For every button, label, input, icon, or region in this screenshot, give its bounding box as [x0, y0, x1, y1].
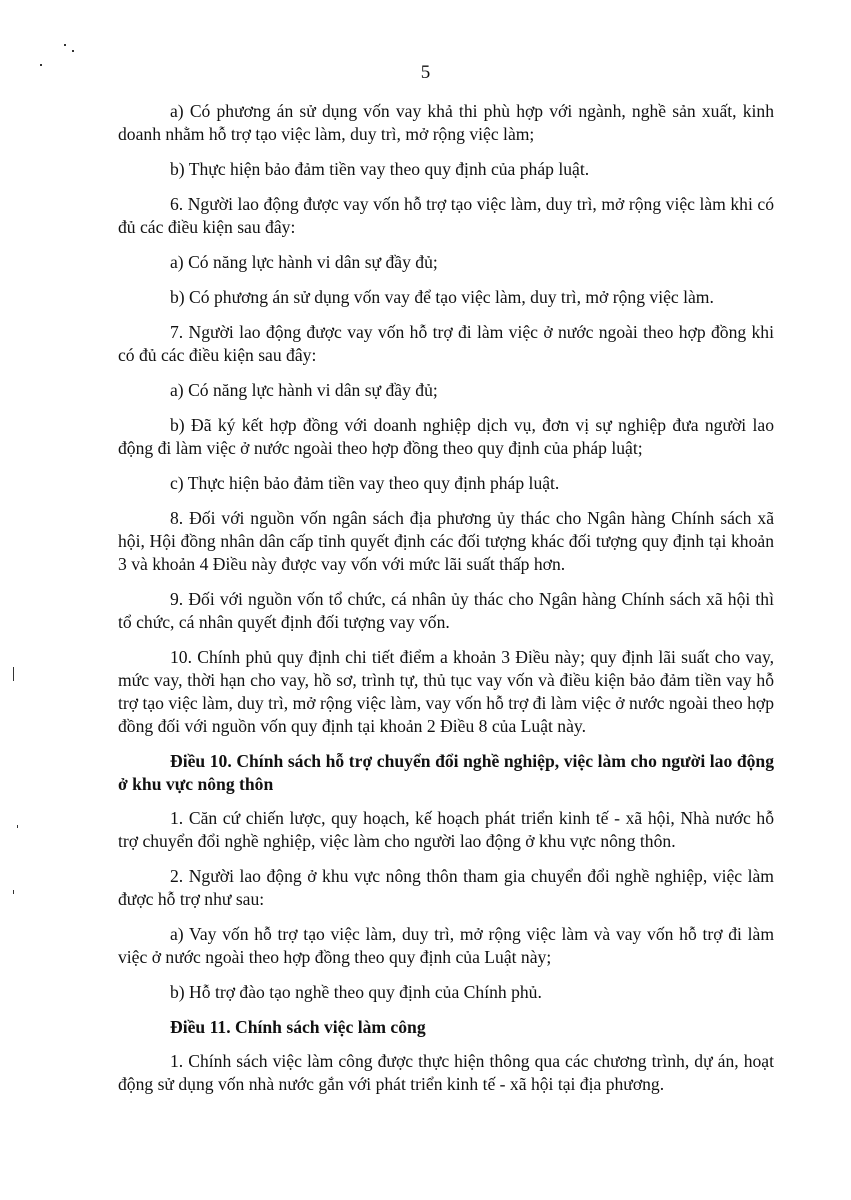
paragraph: 8. Đối với nguồn vốn ngân sách địa phương ủy thác cho Ngân hàng Chính sách xã hội, Hội đồng nhân dân cấp tỉnh quyết định các đối tượng khác đối tượng quy định tại khoản 3 và khoản 4 Điều này được vay vốn với mức lãi suất thấp hơn.	[118, 508, 774, 574]
scan-dot	[17, 825, 18, 828]
paragraph: a) Vay vốn hỗ trợ tạo việc làm, duy trì, mở rộng việc làm và vay vốn hỗ trợ đi làm việc ở nước ngoài theo hợp đồng theo quy định của Luật này;	[118, 924, 774, 967]
page-number: 5	[420, 62, 431, 83]
scan-dot	[72, 50, 74, 52]
paragraph: b) Hỗ trợ đào tạo nghề theo quy định của Chính phủ.	[170, 982, 542, 1002]
paragraph: 7. Người lao động được vay vốn hỗ trợ đi làm việc ở nước ngoài theo hợp đồng khi có đủ các điều kiện sau đây:	[118, 322, 774, 365]
paragraph: b) Thực hiện bảo đảm tiền vay theo quy định của pháp luật.	[170, 159, 590, 179]
paragraph: 6. Người lao động được vay vốn hỗ trợ tạo việc làm, duy trì, mở rộng việc làm khi có đủ các điều kiện sau đây:	[118, 194, 774, 237]
paragraph: 2. Người lao động ở khu vực nông thôn tham gia chuyển đổi nghề nghiệp, việc làm được hỗ trợ như sau:	[118, 866, 774, 909]
paragraph: 10. Chính phủ quy định chi tiết điểm a khoản 3 Điều này; quy định lãi suất cho vay, mức vay, thời hạn cho vay, hồ sơ, trình tự, thủ tục vay vốn và điều kiện bảo đảm tiền vay hỗ trợ tạo việc làm, duy trì, mở rộng việc làm, vay vốn hỗ trợ đi làm việc ở nước ngoài theo hợp đồng đối với nguồn vốn quy định tại khoản 2 Điều 8 của Luật này.	[118, 647, 774, 736]
article-heading: Điều 10. Chính sách hỗ trợ chuyển đổi nghề nghiệp, việc làm cho người lao động ở khu vực nông thôn	[118, 751, 774, 794]
paragraph: b) Đã ký kết hợp đồng với doanh nghiệp dịch vụ, đơn vị sự nghiệp đưa người lao động đi làm việc ở nước ngoài theo hợp đồng theo quy định của pháp luật;	[118, 415, 774, 458]
paragraph: a) Có năng lực hành vi dân sự đầy đủ;	[170, 252, 438, 272]
paragraph: 1. Căn cứ chiến lược, quy hoạch, kế hoạch phát triển kinh tế - xã hội, Nhà nước hỗ trợ chuyển đổi nghề nghiệp, việc làm cho người lao động ở khu vực nông thôn.	[118, 808, 774, 851]
scan-dot	[40, 64, 42, 66]
paragraph: a) Có năng lực hành vi dân sự đầy đủ;	[170, 380, 438, 400]
paragraph: a) Có phương án sử dụng vốn vay khả thi phù hợp với ngành, nghề sản xuất, kinh doanh nhằm hỗ trợ tạo việc làm, duy trì, mở rộng việc làm;	[118, 101, 774, 144]
document-body	[118, 100, 774, 1108]
paragraph: 1. Chính sách việc làm công được thực hiện thông qua các chương trình, dự án, hoạt động sử dụng vốn nhà nước gắn với phát triển kinh tế - xã hội tại địa phương.	[118, 1051, 774, 1094]
article-heading: Điều 11. Chính sách việc làm công	[170, 1017, 426, 1037]
scan-mark-line	[13, 667, 14, 681]
scan-dot	[64, 44, 66, 46]
paragraph: 9. Đối với nguồn vốn tổ chức, cá nhân ủy thác cho Ngân hàng Chính sách xã hội thì tổ chức, cá nhân quyết định đối tượng vay vốn.	[118, 589, 774, 632]
paragraph: c) Thực hiện bảo đảm tiền vay theo quy định pháp luật.	[170, 473, 560, 493]
paragraph: b) Có phương án sử dụng vốn vay để tạo việc làm, duy trì, mở rộng việc làm.	[170, 287, 714, 307]
scan-dot	[13, 890, 14, 894]
